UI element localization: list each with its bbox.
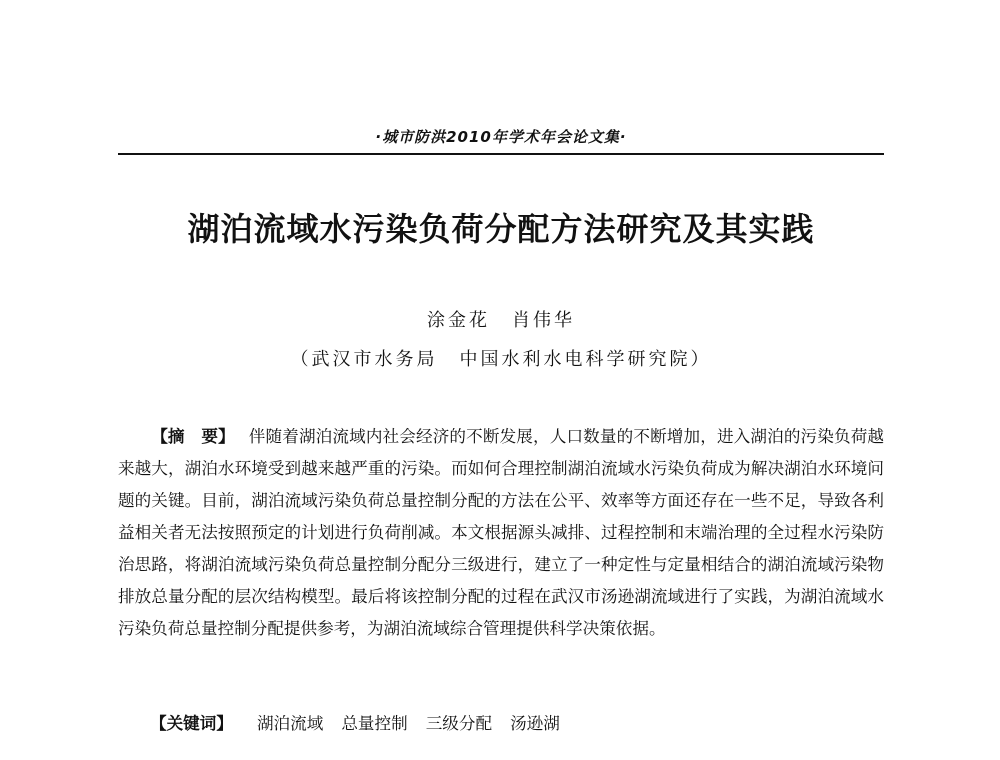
header-rule [118,153,884,155]
running-header: ·城市防洪2010年学术年会论文集· [375,128,627,146]
affiliation-name: 中国水利水电科学研究院 [459,349,691,370]
paper-title: 湖泊流域水污染负荷分配方法研究及其实践 [187,210,815,248]
abstract-text: 伴随着湖泊流域内社会经济的不断发展，人口数量的不断增加，进入湖泊的污染负荷越来越大，湖泊水环境受到越来越严重的污染。而如何合理控制湖泊流域水污染负荷成为解决湖泊水环境问题的关键。目前，湖泊流域污染负荷总量控制分配的方法在公平、效率等方面还存在一些不足，导致各利益相关者无法按照预定的计划进行负荷削减。本文根据源头减排、过程控制和末端治理的全过程水污染防治思路，将湖泊流域污染负荷总量控制分配分三级进行，建立了一种定性与定量相结合的湖泊流域污染物排放总量分配的层次结构模型。最后将该控制分配的过程在武汉市汤逊湖流域进行了实践，为湖泊流域水污染负荷总量控制分配提供参考，为湖泊流域综合管理提供科学决策依据。 [118,427,885,638]
keyword: 三级分配 [425,714,493,733]
abstract-label: 【摘 要】 [151,427,235,446]
affiliation-line [118,345,884,371]
keywords-label: 【关键词】 [150,714,233,733]
affiliation-close-paren: ） [690,349,712,370]
keyword: 湖泊流域 [256,714,324,733]
author-name: 涂金花 [427,310,490,331]
affiliation-open-paren: （ [290,349,312,370]
abstract [118,421,884,645]
author-line [118,306,884,332]
keyword: 汤逊湖 [510,714,560,733]
keywords-line [150,708,568,740]
author-name: 肖伟华 [512,310,575,331]
affiliation-name: 武汉市水务局 [311,349,438,370]
keyword: 总量控制 [341,714,408,733]
